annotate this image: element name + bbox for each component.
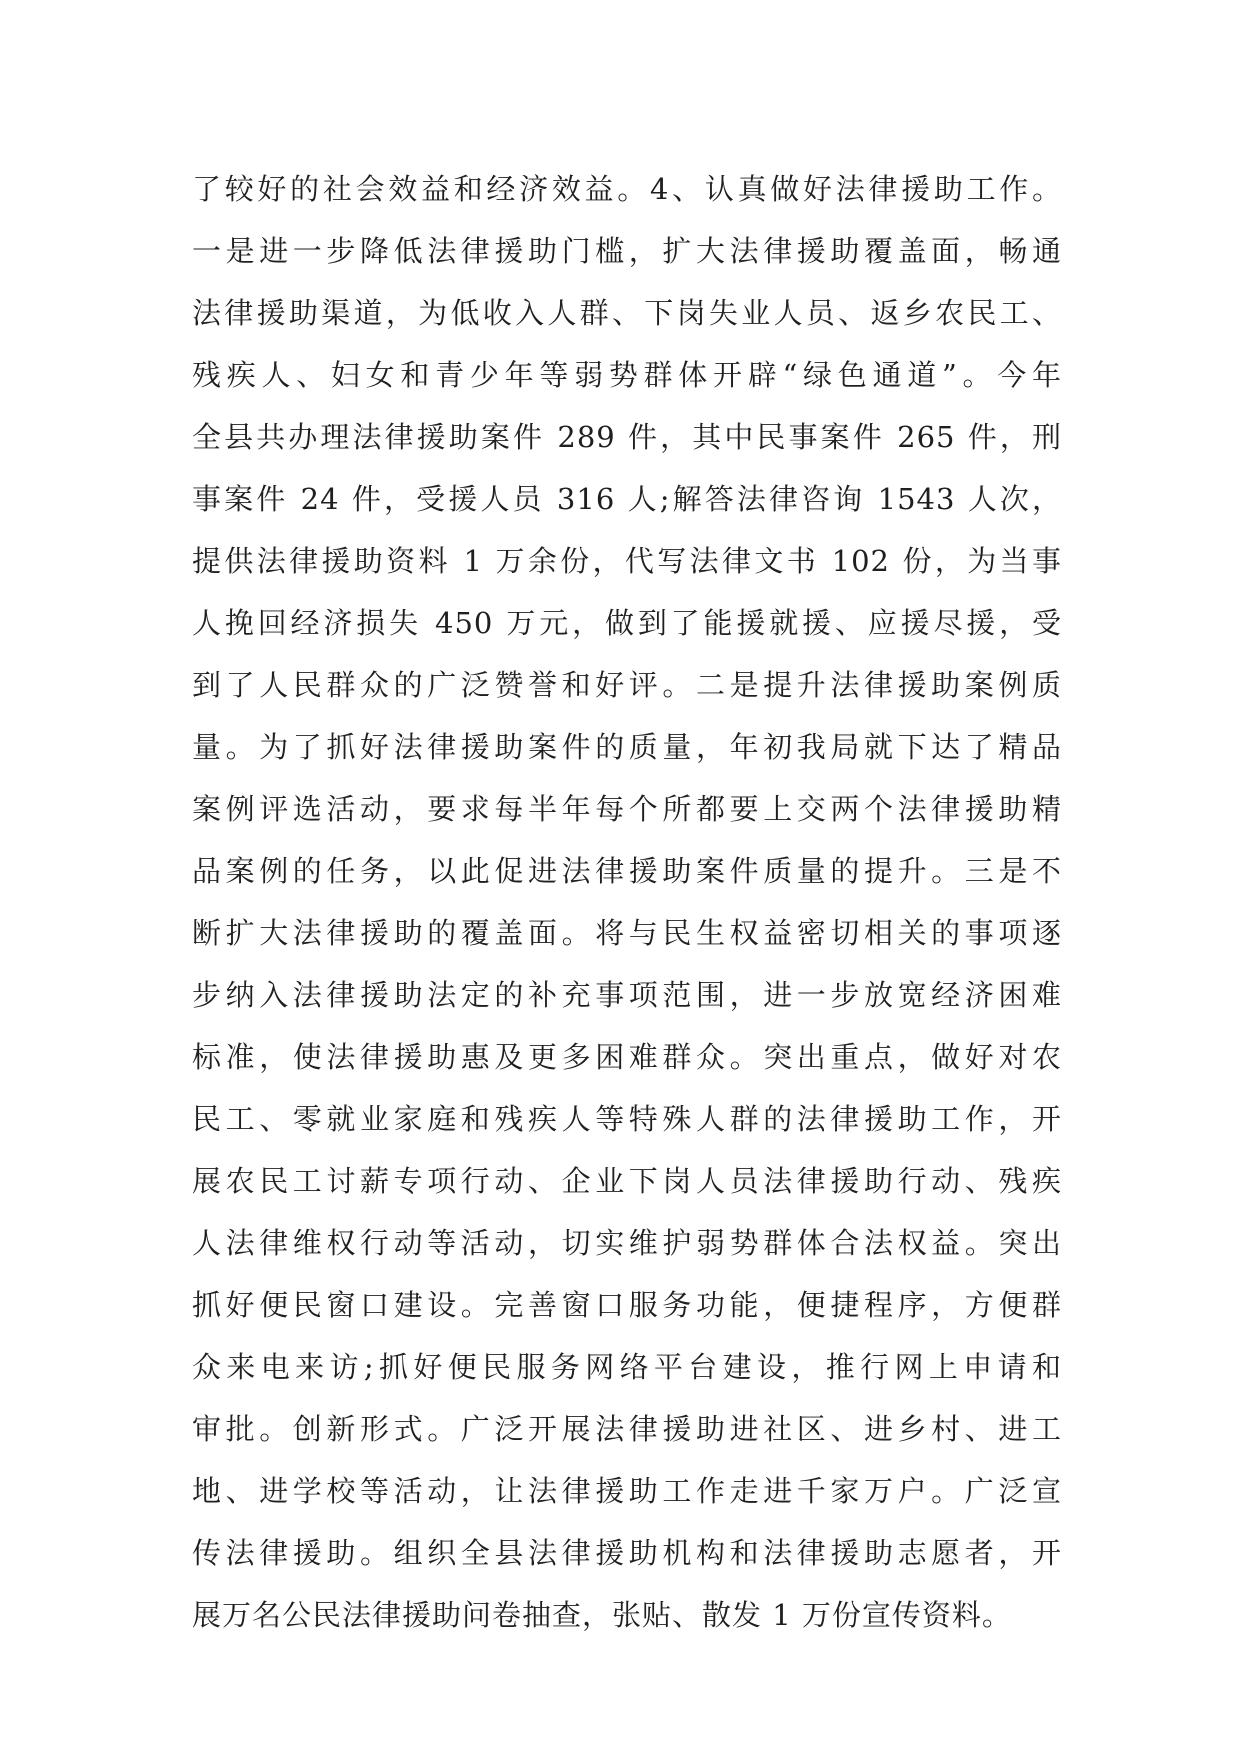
- text-line: 审批。创新形式。广泛开展法律援助进社区、进乡村、进工: [192, 1412, 1062, 1446]
- text-line: 步纳入法律援助法定的补充事项范围，进一步放宽经济困难: [192, 978, 1062, 1012]
- text-line: 展万名公民法律援助问卷抽查，张贴、散发 1 万份宣传资料。: [192, 1598, 1012, 1632]
- text-line: 人法律维权行动等活动，切实维护弱势群体合法权益。突出: [192, 1226, 1062, 1260]
- text-line: 事案件 24 件，受援人员 316 人;解答法律咨询 1543 人次，: [192, 482, 1062, 516]
- text-line: 到了人民群众的广泛赞誉和好评。二是提升法律援助案例质: [192, 668, 1062, 702]
- text-line: 展农民工讨薪专项行动、企业下岗人员法律援助行动、残疾: [192, 1164, 1062, 1198]
- text-line: 残疾人、妇女和青少年等弱势群体开辟“绿色通道”。今年: [192, 358, 1062, 392]
- text-line: 标准，使法律援助惠及更多困难群众。突出重点，做好对农: [192, 1040, 1062, 1074]
- text-line: 提供法律援助资料 1 万余份，代写法律文书 102 份，为当事: [192, 544, 1062, 578]
- text-line: 人挽回经济损失 450 万元，做到了能援就援、应援尽援，受: [192, 606, 1062, 640]
- text-line: 法律援助渠道，为低收入人群、下岗失业人员、返乡农民工、: [192, 296, 1062, 330]
- text-line: 众来电来访;抓好便民服务网络平台建设，推行网上申请和: [192, 1350, 1062, 1384]
- text-line: 断扩大法律援助的覆盖面。将与民生权益密切相关的事项逐: [192, 916, 1062, 950]
- text-line: 地、进学校等活动，让法律援助工作走进千家万户。广泛宣: [192, 1474, 1062, 1508]
- text-line: 传法律援助。组织全县法律援助机构和法律援助志愿者，开: [192, 1536, 1062, 1570]
- body-paragraph: [192, 158, 1062, 1646]
- text-line: 量。为了抓好法律援助案件的质量，年初我局就下达了精品: [192, 730, 1062, 764]
- text-line: 民工、零就业家庭和残疾人等特殊人群的法律援助工作，开: [192, 1102, 1062, 1136]
- text-line: 一是进一步降低法律援助门槛，扩大法律援助覆盖面，畅通: [192, 234, 1062, 268]
- text-line: 抓好便民窗口建设。完善窗口服务功能，便捷程序，方便群: [192, 1288, 1062, 1322]
- text-line: 了较好的社会效益和经济效益。4、认真做好法律援助工作。: [192, 172, 1062, 206]
- text-line: 案例评选活动，要求每半年每个所都要上交两个法律援助精: [192, 792, 1062, 826]
- text-line: 品案例的任务，以此促进法律援助案件质量的提升。三是不: [192, 854, 1062, 888]
- text-line: 全县共办理法律援助案件 289 件，其中民事案件 265 件，刑: [192, 420, 1062, 454]
